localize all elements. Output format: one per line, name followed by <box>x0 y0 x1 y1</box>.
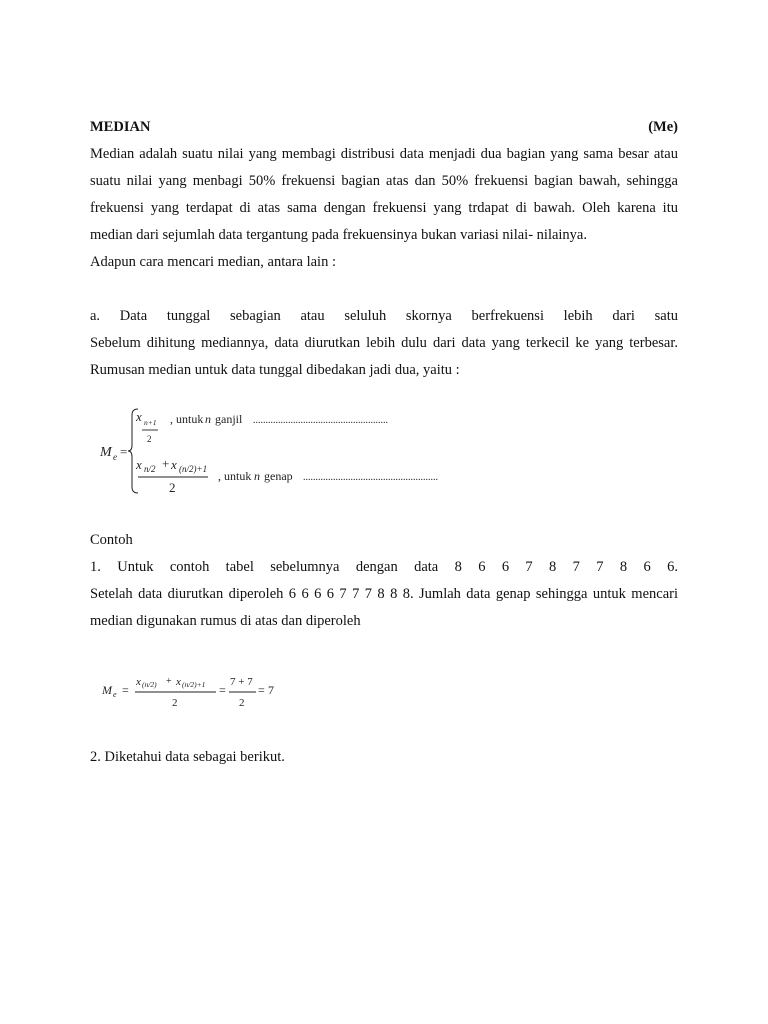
median-formula-example <box>100 672 290 717</box>
case1-x: x <box>136 409 142 424</box>
section-a-heading: a. Data tunggal sebagian atau seluluh skornya berfrekuensi lebih dari satu <box>90 308 678 324</box>
case1-x-sub: n+1 <box>144 418 157 427</box>
document-page <box>90 114 678 384</box>
case1-n: n <box>205 412 211 426</box>
example-num-xb: x <box>176 676 181 688</box>
example-eq1: = <box>122 683 129 697</box>
example-result: 7 <box>268 683 274 697</box>
example-lhs-sub: e <box>113 690 117 699</box>
case2-n: n <box>254 469 260 483</box>
intro-method-line: Adapun cara mencari median, antara lain : <box>90 254 336 270</box>
case2-plus: + <box>162 456 170 471</box>
heading-abbreviation: (Me) <box>648 119 678 135</box>
example-item1-rest: Setelah data diurutkan diperoleh 6 6 6 6 7 7 7 8 8 8. Jumlah data genap sehingga untuk mencari median digunakan rumus di atas dan diperoleh <box>90 586 678 629</box>
example-plus: + <box>166 676 172 687</box>
example-frac2-den: 2 <box>239 697 245 709</box>
case1-word: ganjil <box>215 412 243 426</box>
case2-dots: ...................................................... <box>303 472 438 483</box>
example-eq2: = <box>219 683 226 697</box>
case2-xb: x <box>171 457 177 472</box>
example-frac2-num: 7 + 7 <box>230 676 253 688</box>
case1-denominator: 2 <box>147 434 152 444</box>
case2-xa-sub: n/2 <box>144 464 156 474</box>
item2-block <box>90 744 678 771</box>
example-item1-line1: 1. Untuk contoh tabel sebelumnya dengan data 8 6 6 7 8 7 7 8 6 6. <box>90 559 678 575</box>
case2-word: genap <box>264 469 293 483</box>
heading-title: MEDIAN <box>90 119 151 135</box>
example-denominator: 2 <box>172 697 178 709</box>
section-heading <box>90 114 678 141</box>
example-title: Contoh <box>90 532 133 548</box>
median-formula-general <box>98 405 478 502</box>
example-eq3: = <box>258 683 265 697</box>
example-block <box>90 527 678 635</box>
formula-equals: = <box>120 444 128 459</box>
example-item2: 2. Diketahui data sebagai berikut. <box>90 749 285 765</box>
section-a-body: Sebelum dihitung mediannya, data diurutkan lebih dulu dari data yang terkecil ke yang terbesar. Rumusan median untuk data tunggal dibedakan jadi dua, yaitu : <box>90 335 678 378</box>
case2-xa: x <box>136 457 142 472</box>
example-num-xa: x <box>136 676 141 688</box>
intro-paragraph: Median adalah suatu nilai yang membagi distribusi data menjadi dua bagian yang sama besar atau suatu nilai yang menbagi 50% frekuensi bagian atas dan 50% frekuensi bagian bawah, sehingga frekuensi yang terdapat di atas sama dengan frekuensi yang trdapat di bawah. Oleh karena itu median dari sejumlah data tergantung pada frekuensinya bukan variasi nilai- nilainya. <box>90 146 678 243</box>
case1-label: , untuk <box>170 412 204 426</box>
example-num-xb-sub: (n/2)+1 <box>182 680 206 689</box>
case1-dots: ...................................................... <box>253 415 388 426</box>
case2-xb-sub: (n/2)+1 <box>179 464 208 474</box>
case2-label: , untuk <box>218 469 252 483</box>
case2-denominator: 2 <box>169 480 176 495</box>
formula-lhs-sub: e <box>113 452 117 462</box>
example-num-xa-sub: (n/2) <box>142 680 157 689</box>
formula-lhs-m: M <box>100 445 112 460</box>
example-lhs-m: M <box>102 683 112 697</box>
